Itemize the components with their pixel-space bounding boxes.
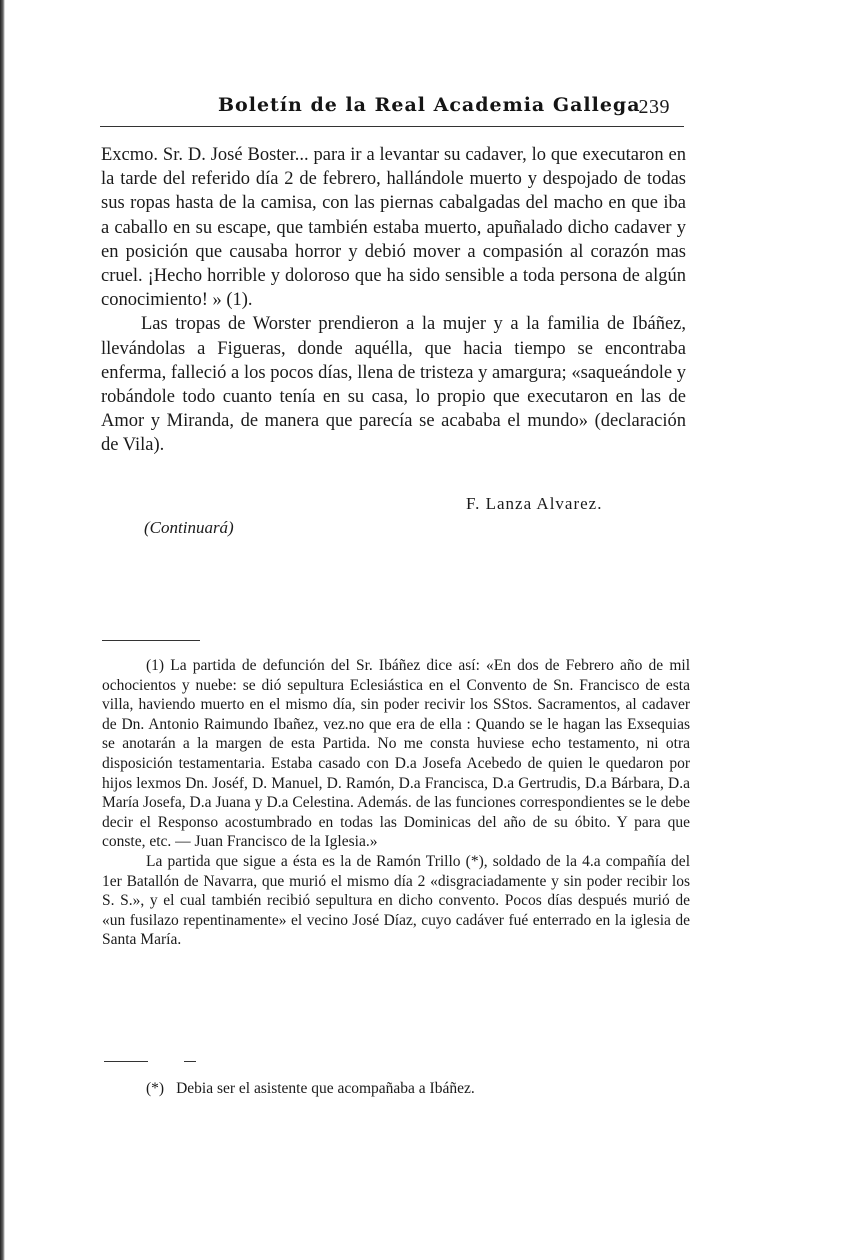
footnote-1-continued: La partida que sigue a ésta es la de Ramón Trillo (*), soldado de la 4.a compañía del 1er Batallón de Navarra, que murió el mismo día 2 «disgraciadamente y sin poder recibir los S. S.», y el cual también recibió sepultura en dicho convento. Pocos días después murió de «un fusilazo repentinamente» el vecino José Díaz, cuyo cadáver fué enterrado en la iglesia de Santa María. [102,852,690,949]
author-signature: F. Lanza Alvarez. [466,494,603,513]
continued-note: (Continuará) [144,518,234,537]
scan-edge [0,0,5,1260]
asterisk-note [146,1080,475,1098]
paragraph-2: Las tropas de Worster prendieron a la mujer y a la familia de Ibáñez, llevándolas a Figueras, donde aquélla, que hacia tiempo se encontraba enferma, falleció a los pocos días, llena de tristeza y amargura; «saqueándole y robándole todo cuanto tenía en su casa, lo propio que executaron en las de Amor y Miranda, de manera que parecía se acababa el mundo» (declaración de Vila). [101,314,686,456]
page-number: 239 [638,96,670,118]
paragraph-1: Excmo. Sr. D. José Boster... para ir a levantar su cadaver, lo que executaron en la tarde del referido día 2 de febrero, hallándole muerto y despojado de todas sus ropas hasta de la camisa, con las piernas cabalgadas del macho en que iba a caballo en su escape, que también estaba muerto, apuñalado dicho cadaver y en posición que causaba horror y debió mover a compasión al corazón mas cruel. ¡Hecho horrible y doloroso que ha sido sensible a toda persona de algún conocimiento! » (1). [101,145,686,311]
asterisk-mark: (*) [146,1080,165,1097]
subnote-rule-tail [184,1061,196,1062]
asterisk-note-text: Debia ser el asistente que acompañaba a Ibáñez. [176,1080,475,1097]
main-text [101,143,686,458]
running-title: Boletín de la Real Academia Gallega [218,94,641,116]
footnote-rule [102,640,200,641]
footnote-block [102,656,690,950]
footnote-1: (1) La partida de defunción del Sr. Ibáñez dice así: «En dos de Febrero año de mil ochocientos y nuebe: se dió sepultura Eclesiástica en el Convento de Sn. Francisco de esta villa, haviendo muerto en el mismo día, sin poder recivir los SStos. Sacramentos, al cadaver de Dn. Antonio Raimundo Ibañez, vez.no que era de ella : Quando se le hagan las Exsequias se anotarán a la margen de esta Partida. No me consta huviese echo testamento, ni otra disposición testamentaria. Estaba casado con D.a Josefa Acebedo de quien le quedaron por hijos lexmos Dn. Joséf, D. Manuel, D. Ramón, D.a Francisca, D.a Gertrudis, D.a Bárbara, D.a María Josefa, D.a Juana y D.a Celestina. Además. de las funciones correspondientes se le debe decir el Responso acostumbrado en todas las Dominicas del año de su óbito. Y para que conste, etc. — Juan Francisco de la Iglesia.» [102,657,690,851]
header-rule [100,126,684,127]
subnote-rule [104,1061,148,1062]
page-header [100,94,688,122]
